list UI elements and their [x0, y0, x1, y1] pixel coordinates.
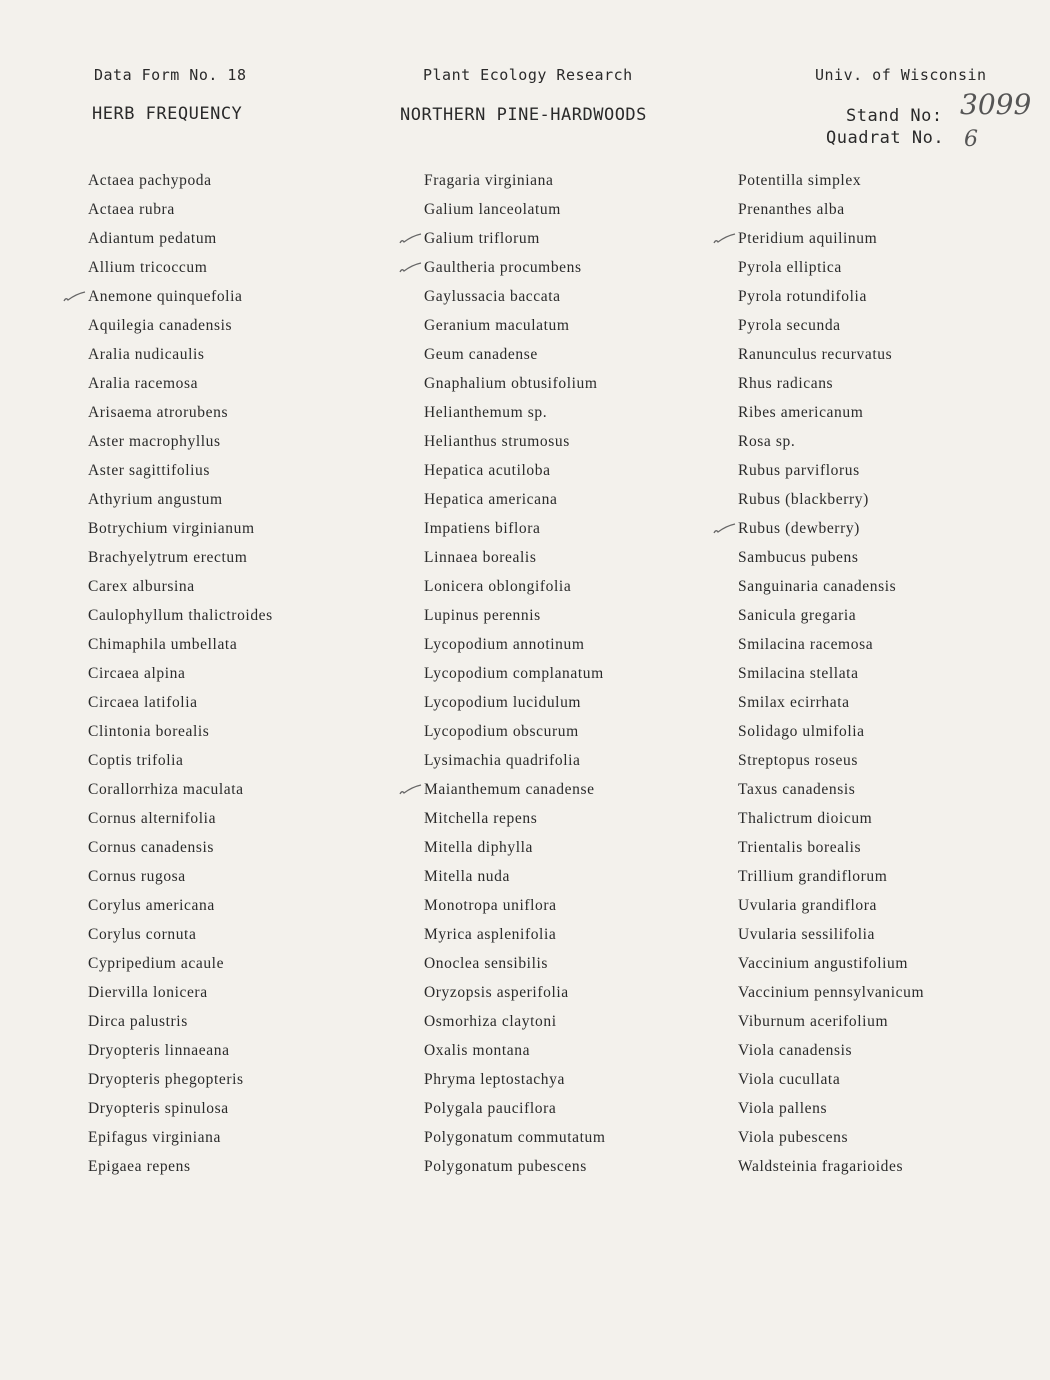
species-name: Corylus cornuta — [88, 926, 197, 943]
species-name: Ranunculus recurvatus — [738, 346, 893, 363]
species-item — [88, 166, 273, 195]
species-name: Phryma leptostachya — [424, 1071, 565, 1088]
species-item — [88, 1152, 273, 1181]
species-item — [738, 282, 924, 311]
university: Univ. of Wisconsin — [815, 66, 987, 84]
species-item — [738, 601, 924, 630]
species-item — [424, 485, 606, 514]
species-name: Maianthemum canadense — [424, 781, 595, 798]
species-name: Myrica asplenifolia — [424, 926, 557, 943]
species-item — [424, 630, 606, 659]
species-item — [424, 920, 606, 949]
species-name: Allium tricoccum — [88, 259, 208, 276]
species-item — [424, 369, 606, 398]
species-name: Polygala pauciflora — [424, 1100, 557, 1117]
species-item — [424, 456, 606, 485]
species-item — [88, 804, 273, 833]
species-item — [424, 1007, 606, 1036]
species-item — [738, 224, 924, 253]
species-name: Solidago ulmifolia — [738, 723, 865, 740]
species-item — [424, 311, 606, 340]
species-item — [738, 456, 924, 485]
species-name: Rhus radicans — [738, 375, 834, 392]
species-column-3 — [738, 166, 924, 1181]
species-column-1 — [88, 166, 273, 1181]
species-name: Pyrola elliptica — [738, 259, 842, 276]
species-name: Taxus canadensis — [738, 781, 856, 798]
species-item — [738, 485, 924, 514]
species-name: Potentilla simplex — [738, 172, 862, 189]
species-item — [88, 775, 273, 804]
species-name: Aquilegia canadensis — [88, 317, 233, 334]
species-item — [738, 1065, 924, 1094]
species-name: Cornus rugosa — [88, 868, 186, 885]
species-item — [738, 659, 924, 688]
species-name: Helianthus strumosus — [424, 433, 570, 450]
species-item — [88, 456, 273, 485]
species-item — [88, 717, 273, 746]
species-name: Vaccinium angustifolium — [738, 955, 909, 972]
species-name: Botrychium virginianum — [88, 520, 255, 537]
species-item — [738, 717, 924, 746]
species-item — [88, 369, 273, 398]
species-name: Oryzopsis asperifolia — [424, 984, 569, 1001]
species-item — [424, 224, 606, 253]
species-name: Rubus (blackberry) — [738, 491, 869, 508]
species-name: Chimaphila umbellata — [88, 636, 238, 653]
species-name: Actaea rubra — [88, 201, 175, 218]
species-item — [738, 340, 924, 369]
species-item — [88, 920, 273, 949]
checkmark-icon — [398, 259, 422, 273]
species-item — [738, 514, 924, 543]
species-item — [738, 1152, 924, 1181]
stand-value: 3099 — [960, 88, 1032, 121]
species-item — [88, 485, 273, 514]
species-item — [738, 572, 924, 601]
species-name: Clintonia borealis — [88, 723, 210, 740]
species-item — [88, 282, 273, 311]
organization: Plant Ecology Research — [423, 66, 633, 84]
species-name: Cornus alternifolia — [88, 810, 217, 827]
species-name: Smilacina stellata — [738, 665, 859, 682]
species-item — [88, 572, 273, 601]
species-item — [424, 978, 606, 1007]
checkmark-icon — [712, 230, 736, 244]
species-item — [424, 1036, 606, 1065]
species-name: Sanicula gregaria — [738, 607, 857, 624]
species-item — [424, 659, 606, 688]
species-name: Hepatica americana — [424, 491, 558, 508]
species-name: Lycopodium complanatum — [424, 665, 604, 682]
species-item — [738, 1123, 924, 1152]
species-name: Waldsteinia fragarioides — [738, 1158, 904, 1175]
species-item — [424, 1152, 606, 1181]
species-name: Smilax ecirrhata — [738, 694, 850, 711]
species-name: Galium lanceolatum — [424, 201, 561, 218]
species-name: Adiantum pedatum — [88, 230, 217, 247]
species-name: Aster macrophyllus — [88, 433, 221, 450]
species-item — [88, 398, 273, 427]
species-item — [88, 1123, 273, 1152]
species-name: Carex albursina — [88, 578, 195, 595]
species-name: Polygonatum commutatum — [424, 1129, 606, 1146]
species-item — [424, 688, 606, 717]
species-name: Fragaria virginiana — [424, 172, 554, 189]
species-item — [738, 166, 924, 195]
species-name: Circaea alpina — [88, 665, 186, 682]
species-item — [88, 949, 273, 978]
checkmark-icon — [398, 781, 422, 795]
species-item — [88, 543, 273, 572]
species-item — [424, 282, 606, 311]
species-name: Arisaema atrorubens — [88, 404, 229, 421]
species-name: Viola pubescens — [738, 1129, 849, 1146]
species-item — [738, 311, 924, 340]
species-item — [424, 746, 606, 775]
species-item — [88, 1094, 273, 1123]
species-name: Lonicera oblongifolia — [424, 578, 572, 595]
species-item — [424, 1094, 606, 1123]
species-item — [424, 862, 606, 891]
species-name: Anemone quinquefolia — [88, 288, 243, 305]
species-name: Uvularia sessilifolia — [738, 926, 876, 943]
species-name: Corallorrhiza maculata — [88, 781, 244, 798]
species-item — [424, 572, 606, 601]
species-name: Pyrola secunda — [738, 317, 841, 334]
species-name: Aralia nudicaulis — [88, 346, 205, 363]
species-item — [424, 833, 606, 862]
species-name: Helianthemum sp. — [424, 404, 548, 421]
species-item — [88, 427, 273, 456]
species-name: Caulophyllum thalictroides — [88, 607, 273, 624]
species-name: Circaea latifolia — [88, 694, 198, 711]
species-item — [424, 166, 606, 195]
species-name: Lysimachia quadrifolia — [424, 752, 581, 769]
checkmark-icon — [62, 288, 86, 302]
species-item — [88, 514, 273, 543]
species-name: Sanguinaria canadensis — [738, 578, 897, 595]
species-name: Pyrola rotundifolia — [738, 288, 867, 305]
species-name: Hepatica acutiloba — [424, 462, 551, 479]
species-name: Geum canadense — [424, 346, 538, 363]
species-name: Dryopteris phegopteris — [88, 1071, 244, 1088]
species-item — [424, 543, 606, 572]
species-item — [738, 1036, 924, 1065]
species-item — [738, 1094, 924, 1123]
form-title: HERB FREQUENCY — [92, 104, 243, 124]
stand-label: Stand No: — [846, 106, 943, 126]
species-name: Lycopodium lucidulum — [424, 694, 582, 711]
species-name: Gaultheria procumbens — [424, 259, 582, 276]
species-item — [88, 1036, 273, 1065]
species-item — [738, 804, 924, 833]
species-name: Mitchella repens — [424, 810, 538, 827]
species-name: Geranium maculatum — [424, 317, 570, 334]
species-item — [424, 601, 606, 630]
species-item — [738, 688, 924, 717]
species-name: Lycopodium annotinum — [424, 636, 585, 653]
species-name: Viola canadensis — [738, 1042, 853, 1059]
species-name: Monotropa uniflora — [424, 897, 557, 914]
species-name: Viola pallens — [738, 1100, 828, 1117]
species-item — [738, 891, 924, 920]
species-item — [88, 311, 273, 340]
species-item — [738, 1007, 924, 1036]
species-item — [424, 427, 606, 456]
species-name: Oxalis montana — [424, 1042, 531, 1059]
species-name: Impatiens biflora — [424, 520, 541, 537]
species-name: Dirca palustris — [88, 1013, 188, 1030]
species-item — [738, 833, 924, 862]
species-item — [738, 920, 924, 949]
species-item — [424, 398, 606, 427]
species-name: Gaylussacia baccata — [424, 288, 561, 305]
species-item — [738, 746, 924, 775]
species-item — [88, 630, 273, 659]
species-item — [738, 195, 924, 224]
species-name: Galium triflorum — [424, 230, 540, 247]
species-name: Brachyelytrum erectum — [88, 549, 248, 566]
species-name: Pteridium aquilinum — [738, 230, 878, 247]
species-item — [88, 340, 273, 369]
species-name: Viola cucullata — [738, 1071, 841, 1088]
species-item — [88, 253, 273, 282]
species-name: Aralia racemosa — [88, 375, 199, 392]
species-name: Dryopteris linnaeana — [88, 1042, 230, 1059]
species-item — [738, 949, 924, 978]
species-item — [88, 224, 273, 253]
species-item — [424, 1065, 606, 1094]
species-name: Smilacina racemosa — [738, 636, 874, 653]
species-item — [88, 1065, 273, 1094]
species-item — [424, 195, 606, 224]
species-item — [88, 978, 273, 1007]
species-name: Coptis trifolia — [88, 752, 184, 769]
species-item — [738, 630, 924, 659]
species-name: Streptopus roseus — [738, 752, 858, 769]
checkmark-icon — [712, 520, 736, 534]
species-name: Corylus americana — [88, 897, 215, 914]
species-name: Epifagus virginiana — [88, 1129, 221, 1146]
species-name: Cypripedium acaule — [88, 955, 225, 972]
quadrat-value: 6 — [964, 127, 978, 152]
species-item — [88, 601, 273, 630]
species-item — [88, 659, 273, 688]
species-item — [738, 253, 924, 282]
species-name: Mitella nuda — [424, 868, 510, 885]
species-name: Mitella diphylla — [424, 839, 534, 856]
species-item — [88, 688, 273, 717]
species-item — [738, 775, 924, 804]
species-item — [88, 1007, 273, 1036]
species-name: Ribes americanum — [738, 404, 864, 421]
species-name: Viburnum acerifolium — [738, 1013, 889, 1030]
species-item — [424, 253, 606, 282]
species-name: Aster sagittifolius — [88, 462, 211, 479]
species-name: Lupinus perennis — [424, 607, 541, 624]
species-item — [738, 369, 924, 398]
species-name: Trientalis borealis — [738, 839, 862, 856]
species-item — [88, 195, 273, 224]
species-name: Rosa sp. — [738, 433, 796, 450]
form-number: Data Form No. 18 — [94, 66, 247, 84]
species-item — [88, 833, 273, 862]
species-item — [424, 514, 606, 543]
species-name: Uvularia grandiflora — [738, 897, 877, 914]
species-name: Gnaphalium obtusifolium — [424, 375, 598, 392]
species-name: Vaccinium pennsylvanicum — [738, 984, 925, 1001]
species-name: Dryopteris spinulosa — [88, 1100, 229, 1117]
species-item — [424, 891, 606, 920]
species-item — [424, 804, 606, 833]
species-column-2 — [424, 166, 606, 1181]
species-name: Diervilla lonicera — [88, 984, 208, 1001]
species-item — [738, 978, 924, 1007]
species-name: Athyrium angustum — [88, 491, 223, 508]
species-item — [424, 340, 606, 369]
species-name: Rubus parviflorus — [738, 462, 860, 479]
species-name: Linnaea borealis — [424, 549, 537, 566]
species-item — [88, 891, 273, 920]
species-item — [424, 949, 606, 978]
species-item — [738, 427, 924, 456]
species-name: Trillium grandiflorum — [738, 868, 888, 885]
species-item — [424, 775, 606, 804]
species-item — [738, 543, 924, 572]
species-item — [738, 398, 924, 427]
species-name: Osmorhiza claytoni — [424, 1013, 557, 1030]
species-name: Prenanthes alba — [738, 201, 845, 218]
species-name: Lycopodium obscurum — [424, 723, 579, 740]
species-item — [424, 1123, 606, 1152]
checkmark-icon — [398, 230, 422, 244]
species-name: Actaea pachypoda — [88, 172, 212, 189]
species-name: Epigaea repens — [88, 1158, 191, 1175]
quadrat-label: Quadrat No. — [826, 128, 945, 148]
species-name: Cornus canadensis — [88, 839, 214, 856]
species-name: Rubus (dewberry) — [738, 520, 860, 537]
species-item — [88, 862, 273, 891]
community-title: NORTHERN PINE-HARDWOODS — [400, 105, 647, 125]
species-name: Onoclea sensibilis — [424, 955, 549, 972]
species-name: Polygonatum pubescens — [424, 1158, 587, 1175]
species-item — [424, 717, 606, 746]
species-name: Thalictrum dioicum — [738, 810, 873, 827]
species-item — [88, 746, 273, 775]
species-name: Sambucus pubens — [738, 549, 859, 566]
species-item — [738, 862, 924, 891]
